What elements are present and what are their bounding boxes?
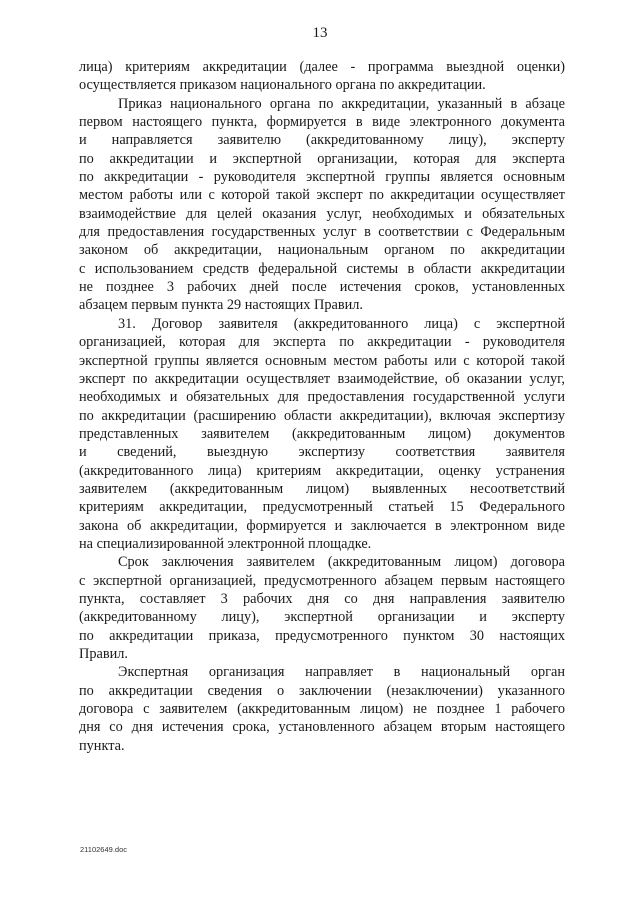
- file-footer: 21102649.doc: [80, 845, 127, 854]
- paragraph: [79, 315, 565, 553]
- text-line: по аккредитации (расширению области аккредитации), включая экспертизу: [79, 407, 565, 424]
- text-line: по аккредитации сведения о заключении (незаключении) указанного: [79, 682, 565, 699]
- text-line: эксперт по аккредитации осуществляет взаимодействие, об оказании услуг,: [79, 370, 565, 387]
- paragraph: [79, 553, 565, 663]
- text-line: с использованием средств федеральной системы в области аккредитации: [79, 260, 565, 277]
- paragraph: [79, 95, 565, 315]
- text-line: абзацем первым пункта 29 настоящих Правил.: [79, 297, 363, 314]
- text-line: законом об аккредитации, национальным органом по аккредитации: [79, 242, 565, 259]
- text-line: закона об аккредитации, формируется и заключается в электронном виде: [79, 517, 565, 534]
- text-line: представленных заявителем (аккредитованным лицом) документов: [79, 425, 565, 442]
- text-line: (аккредитованному лицу), экспертной организации и эксперту: [79, 609, 565, 626]
- text-line: для предоставления государственных услуг в соответствии с Федеральным: [79, 224, 565, 241]
- text-line: необходимых и обязательных для предоставления государственной услуги: [79, 389, 565, 406]
- text-line: критериям аккредитации, предусмотренный статьей 15 Федерального: [79, 499, 565, 516]
- text-line: лица) критериям аккредитации (далее - программа выездной оценки): [79, 59, 565, 75]
- text-line: по аккредитации и экспертной организации, которая для эксперта: [79, 150, 565, 167]
- text-line: договора с заявителем (аккредитованным лицом) не позднее 1 рабочего: [79, 701, 565, 718]
- page-number: 13: [312, 25, 328, 41]
- text-line: осуществляется приказом национального органа по аккредитации.: [79, 77, 486, 94]
- paragraph: [79, 58, 565, 95]
- text-line: на специализированной электронной площадке.: [79, 535, 372, 552]
- text-line: дня со дня истечения срока, установленного абзацем вторым настоящего: [79, 719, 565, 736]
- text-line: 31. Договор заявителя (аккредитованного лица) с экспертной: [118, 315, 565, 332]
- text-line: организацией, которая для эксперта по аккредитации - руководителя: [79, 334, 565, 351]
- text-line: по аккредитации - руководителя экспертной группы является основным: [79, 169, 565, 186]
- text-line: первом настоящего пункта, формируется в виде электронного документа: [79, 114, 565, 131]
- text-line: Приказ национального органа по аккредитации, указанный в абзаце: [118, 95, 565, 112]
- text-line: (аккредитованного лица) критериям аккредитации, оценку устранения: [79, 462, 565, 479]
- text-line: пункта, составляет 3 рабочих дня со дня направления заявителю: [79, 590, 565, 607]
- text-line: с экспертной организацией, предусмотренного абзацем первым настоящего: [79, 572, 565, 589]
- text-line: Срок заключения заявителем (аккредитованным лицом) договора: [118, 554, 565, 571]
- text-line: и сведений, выездную экспертизу соответствия заявителя: [79, 444, 565, 461]
- document-body: [79, 58, 565, 755]
- text-line: по аккредитации приказа, предусмотренного пунктом 30 настоящих: [79, 627, 565, 644]
- text-line: Правил.: [79, 646, 128, 662]
- text-line: экспертной группы является основным местом работы или с которой такой: [79, 352, 565, 369]
- text-line: Экспертная организация направляет в национальный орган: [118, 664, 565, 681]
- text-line: местом работы или с которой такой эксперт по аккредитации осуществляет: [79, 187, 565, 204]
- text-line: не позднее 3 рабочих дней после истечения сроков, установленных: [79, 279, 565, 296]
- text-line: взаимодействие для целей оказания услуг, необходимых и обязательных: [79, 205, 565, 222]
- text-line: и направляется заявителю (аккредитованному лицу), эксперту: [79, 132, 565, 149]
- paragraph: [79, 663, 565, 755]
- text-line: заявителем (аккредитованным лицом) выявленных несоответствий: [79, 480, 565, 497]
- text-line: пункта.: [79, 737, 125, 754]
